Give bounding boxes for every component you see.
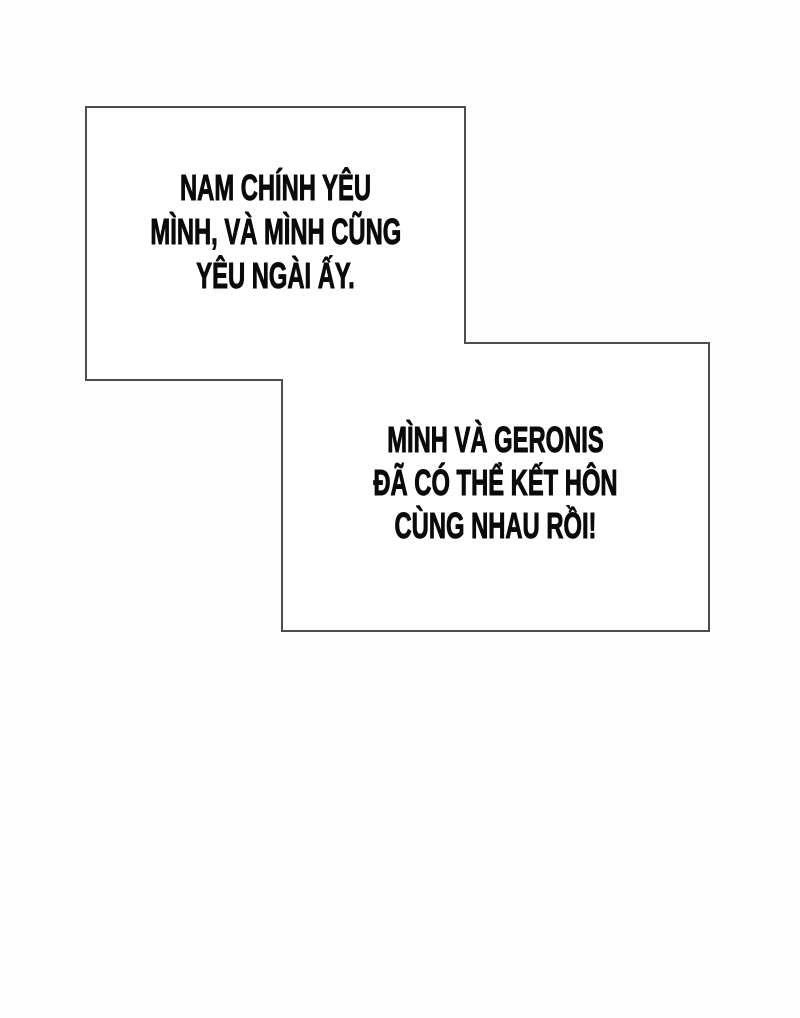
caption-line: MÌNH, VÀ MÌNH CŨNG <box>150 211 402 252</box>
caption-box-top-left <box>150 166 400 298</box>
caption-line: ĐÃ CÓ THỂ KẾT HÔN <box>373 462 618 503</box>
caption-line: YÊU NGÀI ẤY. <box>196 255 355 296</box>
caption-box-bottom-right <box>355 418 637 547</box>
caption-line: CÙNG NHAU RỒI! <box>394 505 597 546</box>
caption-line: NAM CHÍNH YÊU <box>180 167 371 208</box>
caption-line: MÌNH VÀ GERONIS <box>387 419 604 460</box>
